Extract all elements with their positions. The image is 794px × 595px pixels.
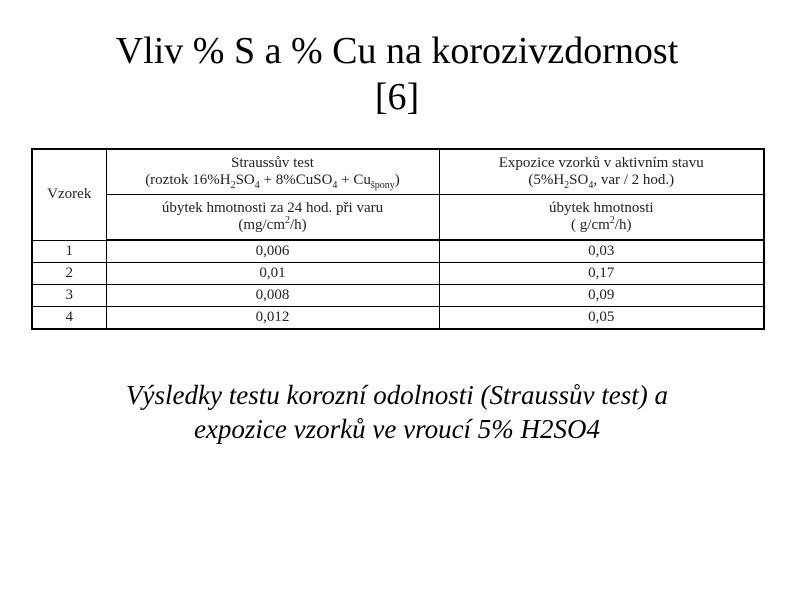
sample-cell: 3 bbox=[32, 285, 106, 307]
strauss-value-cell: 0,008 bbox=[106, 285, 439, 307]
exposure-value-cell: 0,09 bbox=[439, 285, 764, 307]
table-row bbox=[32, 307, 764, 330]
strauss-test-title: Straussův test bbox=[231, 155, 314, 171]
exposure-value-cell: 0,03 bbox=[439, 240, 764, 263]
exposure-value-cell: 0,17 bbox=[439, 263, 764, 285]
caption-line-2: expozice vzorků ve vroucí 5% H2SO4 bbox=[193, 414, 601, 444]
table-subheader-row bbox=[32, 195, 764, 241]
strauss-value-cell: 0,01 bbox=[106, 263, 439, 285]
slide-title bbox=[0, 28, 794, 120]
strauss-test-header bbox=[106, 149, 439, 195]
exposure-test-title: Expozice vzorků v aktivním stavu bbox=[498, 155, 704, 171]
table-row bbox=[32, 240, 764, 263]
exposure-value-cell: 0,05 bbox=[439, 307, 764, 330]
exposure-test-conditions: ($5\%H_2SO_4$, var / 2 hod.) bbox=[528, 172, 675, 191]
sample-cell: 1 bbox=[32, 240, 106, 263]
sample-cell: 2 bbox=[32, 263, 106, 285]
table-row bbox=[32, 263, 764, 285]
strauss-test-conditions: (roztok $16\%H_2SO_4$ + 8%CuSO$_4$ + $Cu_{špony}$) bbox=[145, 172, 400, 191]
strauss-measure-header: úbytek hmotnosti za 24 hod. při varu $(mg/cm^2/h)$ bbox=[106, 195, 439, 241]
strauss-value-cell: 0,006 bbox=[106, 240, 439, 263]
caption-line-1: Výsledky testu korozní odolnosti (Straussův test) a bbox=[126, 380, 668, 410]
table-row bbox=[32, 285, 764, 307]
results-table bbox=[31, 148, 765, 330]
results-table-container bbox=[31, 148, 763, 330]
sample-column-header: Vzorek bbox=[32, 149, 106, 240]
exposure-measure-header: úbytek hmotnosti ( $g/cm^2/h$) bbox=[439, 195, 764, 241]
exposure-test-header bbox=[439, 149, 764, 195]
slide-title-line-2: [6] bbox=[374, 76, 420, 118]
strauss-value-cell: 0,012 bbox=[106, 307, 439, 330]
sample-cell: 4 bbox=[32, 307, 106, 330]
table-header-row bbox=[32, 149, 764, 195]
slide-caption bbox=[0, 378, 794, 446]
slide-title-line-1: Vliv % S a % Cu na korozivzdornost bbox=[115, 30, 679, 72]
